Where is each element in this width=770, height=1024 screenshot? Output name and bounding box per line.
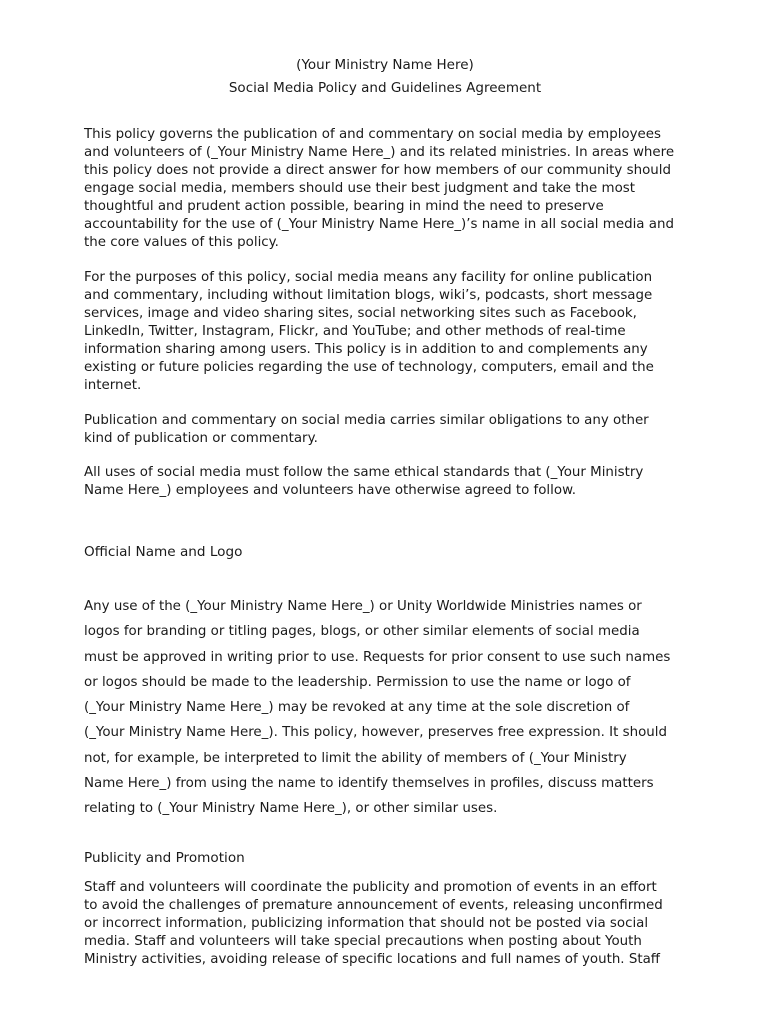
document-title-policy: Social Media Policy and Guidelines Agreement [228,80,542,96]
intro-paragraph-4: All uses of social media must follow the same ethical standards that (_Your Ministry Name Here_) employees and volunteers have otherwise agreed to follow. [84,465,644,498]
intro-paragraph-2: For the purposes of this policy, social media means any facility for online publication and commentary, including without limitation blogs, wiki’s, podcasts, short message services, image and video sharing sites, social networking sites such as Facebook, LinkedIn, Twitter, Instagram, Flickr, and YouTube; and other methods of real-time information sharing among users. This policy is in addition to and complements any existing or future policies regarding the use of technology, computers, email and the internet. [84,270,654,393]
intro-paragraph-3: Publication and commentary on social media carries similar obligations to any other kind of publication or commentary. [84,413,649,446]
section-body-publicity: Staff and volunteers will coordinate the publicity and promotion of events in an effort to avoid the challenges of premature announcement of events, releasing unconfirmed or incorrect information, publicizing information that should not be posted via social media. Staff and volunteers will take special precautions when posting about Youth Ministry activities, avoiding release of specific locations and full names of youth. Staff [84,880,663,967]
intro-paragraph-1: This policy governs the publication of and commentary on social media by employees and volunteers of (_Your Ministry Name Here_) and its related ministries. In areas where this policy does not provide a direct answer for how members of our community should engage social media, members should use their best judgment and take the most thoughtful and prudent action possible, bearing in mind the need to preserve accountability for the use of (_Your Ministry Name Here_)’s name in all social media and the core values of this policy. [84,127,675,250]
section-heading-publicity: Publicity and Promotion [84,850,245,866]
document-title-ministry: (Your Ministry Name Here) [296,57,474,73]
section-body-official-name: Any use of the (_Your Ministry Name Here_) or Unity Worldwide Ministries names or logos for branding or titling pages, blogs, or other similar elements of social media must be approved in writing prior to use. Requests for prior consent to use such names or logos should be made to the leadership. Permission to use the name or logo of (_Your Ministry Name Here_) may be revoked at any time at the sole discretion of (_Your Ministry Name Here_). This policy, however, preserves free expression. It should not, for example, be interpreted to limit the ability of members of (_Your Ministry Name Here_) from using the name to identify themselves in profiles, discuss matters relating to (_Your Ministry Name Here_), or other similar uses. [84,599,671,817]
section-heading-official-name: Official Name and Logo [84,544,243,560]
